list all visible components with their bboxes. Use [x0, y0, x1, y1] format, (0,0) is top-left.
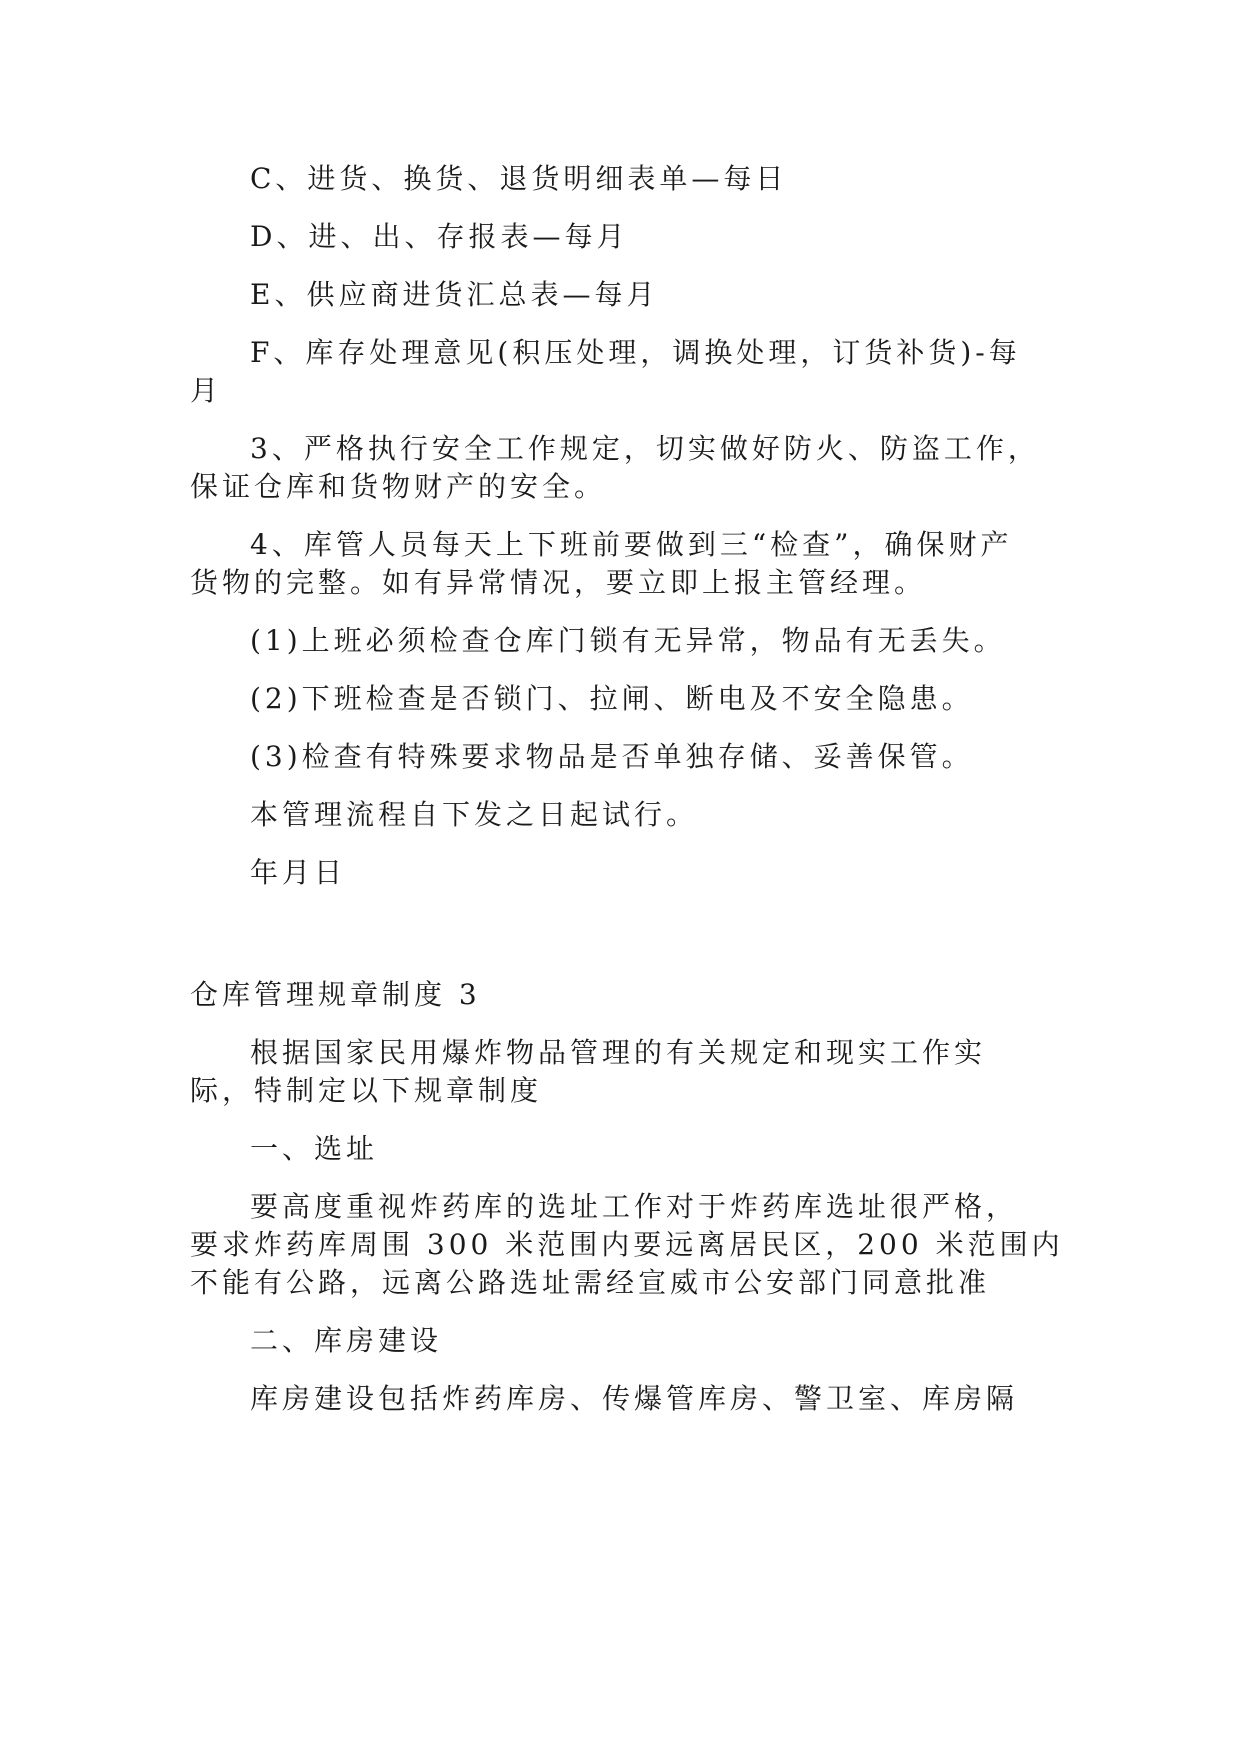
text-line: (2)下班检查是否锁门、拉闸、断电及不安全隐患。: [250, 682, 974, 715]
text-line: 保证仓库和货物财产的安全。: [190, 470, 607, 503]
text-line: 库房建设包括炸药库房、传爆管库房、警卫室、库房隔: [250, 1382, 1019, 1415]
section-heading-building: [190, 1322, 1060, 1360]
text-line: 4、库管人员每天上下班前要做到三“检查”，确保财产: [250, 528, 1013, 561]
section-title: [190, 976, 1060, 1014]
section-heading-site: [190, 1130, 1060, 1168]
text-line: 年月日: [250, 856, 347, 889]
text-line: (3)检查有特殊要求物品是否单独存储、妥善保管。: [250, 740, 974, 773]
section-gap: [190, 912, 1060, 976]
paragraph-item-2: [190, 680, 1060, 718]
text-line: 要求炸药库周围 300 米范围内要远离居民区，200 米范围内: [190, 1228, 1064, 1261]
paragraph-d: [190, 218, 1060, 256]
text-line: (1)上班必须检查仓库门锁有无异常，物品有无丢失。: [250, 624, 1006, 657]
document-body: [190, 160, 1064, 1438]
paragraph-item-3: [190, 738, 1060, 776]
text-line: 一、选址: [250, 1132, 379, 1165]
text-line: 根据国家民用爆炸物品管理的有关规定和现实工作实: [250, 1036, 987, 1069]
paragraph-date: [190, 854, 1060, 892]
text-line: 货物的完整。如有异常情况，要立即上报主管经理。: [190, 566, 927, 599]
paragraph-f: [190, 334, 1060, 410]
paragraph-4: [190, 526, 1060, 602]
section-paragraph-building: [190, 1380, 1060, 1418]
text-line: 月: [190, 374, 223, 407]
text-line: 际，特制定以下规章制度: [190, 1074, 543, 1107]
text-line: E、供应商进货汇总表—每月: [250, 278, 659, 311]
paragraph-e: [190, 276, 1060, 314]
text-line: 3、严格执行安全工作规定，切实做好防火、防盗工作，: [250, 432, 1040, 465]
text-line: C、进货、换货、退货明细表单—每日: [250, 162, 788, 195]
paragraph-trial: [190, 796, 1060, 834]
text-line: 本管理流程自下发之日起试行。: [250, 798, 699, 831]
section-paragraph-intro: [190, 1034, 1060, 1110]
section-paragraph-site: [190, 1188, 1064, 1302]
text-line: 不能有公路，远离公路选址需经宣威市公安部门同意批准: [190, 1266, 991, 1299]
text-line: D、进、出、存报表—每月: [250, 220, 629, 253]
text-line: 二、库房建设: [250, 1324, 443, 1357]
paragraph-item-1: [190, 622, 1060, 660]
paragraph-3: [190, 430, 1060, 506]
text-line: F、库存处理意见(积压处理，调换处理，订货补货)-每: [250, 336, 1021, 369]
section-title-text: 仓库管理规章制度 3: [190, 978, 481, 1011]
paragraph-c: [190, 160, 1060, 198]
text-line: 要高度重视炸药库的选址工作对于炸药库选址很严格，: [250, 1190, 1019, 1223]
